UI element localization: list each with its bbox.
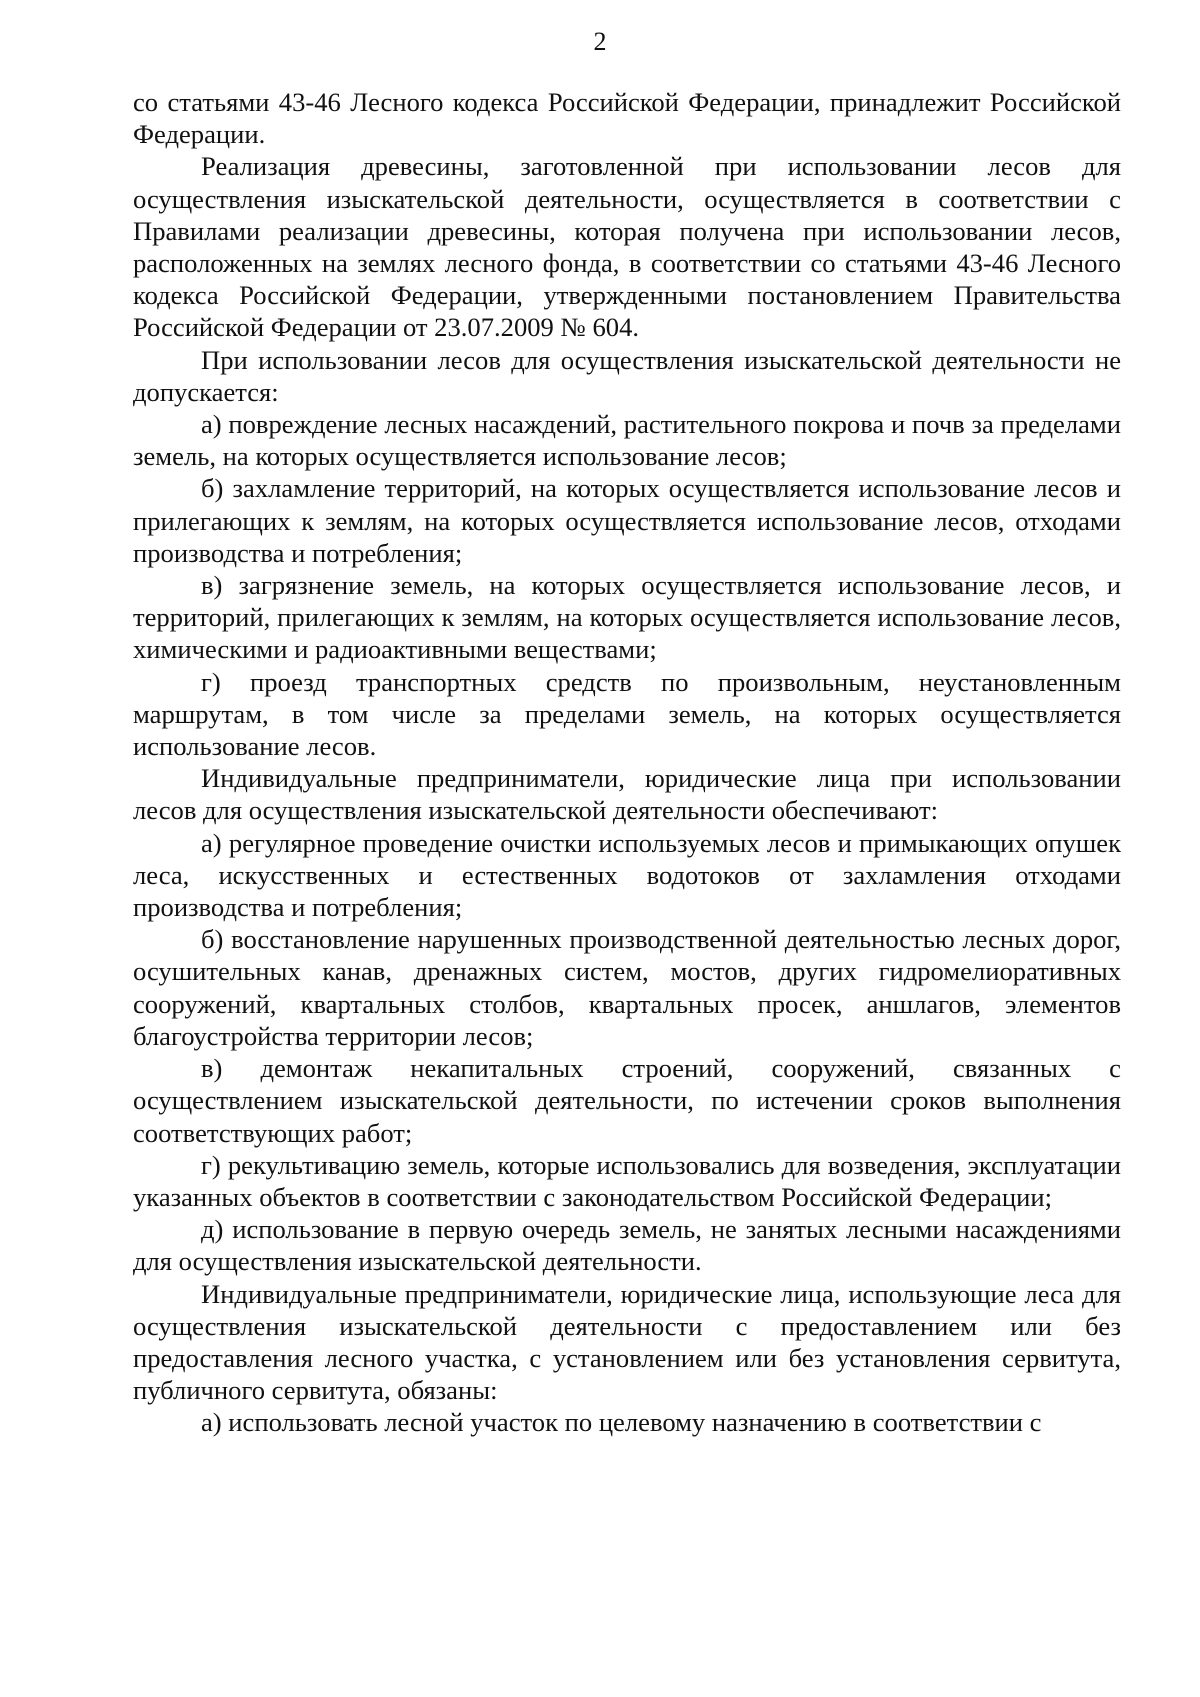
- list-item: б) захламление территорий, на которых осуществляется использование лесов и прилегающих к землям, на которых осуществляется использование лесов, отходами производства и потребления;: [133, 473, 1121, 568]
- list-item: в) загрязнение земель, на которых осуществляется использование лесов, и территорий, прилегающих к землям, на которых осуществляется использование лесов, химическими и радиоактивными веществами;: [133, 570, 1121, 665]
- list-item: в) демонтаж некапитальных строений, сооружений, связанных с осуществлением изыскательской деятельности, по истечении сроков выполнения соответствующих работ;: [133, 1053, 1121, 1148]
- list-item: г) рекультивацию земель, которые использовались для возведения, эксплуатации указанных объектов в соответствии с законодательством Российской Федерации;: [133, 1149, 1121, 1212]
- paragraph: При использовании лесов для осуществления изыскательской деятельности не допускается:: [133, 344, 1121, 407]
- page-number: 2: [593, 27, 607, 56]
- list-item: д) использование в первую очередь земель, не занятых лесными насаждениями для осуществления изыскательской деятельности.: [133, 1214, 1121, 1277]
- paragraph: Реализация древесины, заготовленной при использовании лесов для осуществления изыскательской деятельности, осуществляется в соответствии с Правилами реализации древесины, которая получена при использовании лесов, расположенных на землях лесного фонда, в соответствии со статьями 43-46 Лесного кодекса Российской Федерации, утвержденными постановлением Правительства Российской Федерации от 23.07.2009 № 604.: [133, 151, 1121, 343]
- list-item: а) использовать лесной участок по целевому назначению в соответствии с: [201, 1407, 1042, 1438]
- paragraph: Индивидуальные предприниматели, юридические лица при использовании лесов для осуществления изыскательской деятельности обеспечивают:: [133, 763, 1121, 826]
- list-item: а) повреждение лесных насаждений, растительного покрова и почв за пределами земель, на которых осуществляется использование лесов;: [133, 409, 1121, 472]
- list-item: г) проезд транспортных средств по произвольным, неустановленным маршрутам, в том числе за пределами земель, на которых осуществляется использование лесов.: [133, 666, 1121, 762]
- paragraph: со статьями 43-46 Лесного кодекса Российской Федерации, принадлежит Российской Федерации.: [133, 87, 1121, 150]
- document-body: [133, 86, 1121, 1439]
- list-item: а) регулярное проведение очистки используемых лесов и примыкающих опушек леса, искусственных и естественных водотоков от захламления отходами производства и потребления;: [133, 827, 1121, 923]
- list-item: б) восстановление нарушенных производственной деятельностью лесных дорог, осушительных канав, дренажных систем, мостов, других гидромелиоративных сооружений, квартальных столбов, квартальных просек, аншлагов, элементов благоустройства территории лесов;: [133, 924, 1121, 1051]
- paragraph: Индивидуальные предприниматели, юридические лица, использующие леса для осуществления изыскательской деятельности с предоставлением или без предоставления лесного участка, с установлением или без установления сервитута, публичного сервитута, обязаны:: [133, 1278, 1121, 1406]
